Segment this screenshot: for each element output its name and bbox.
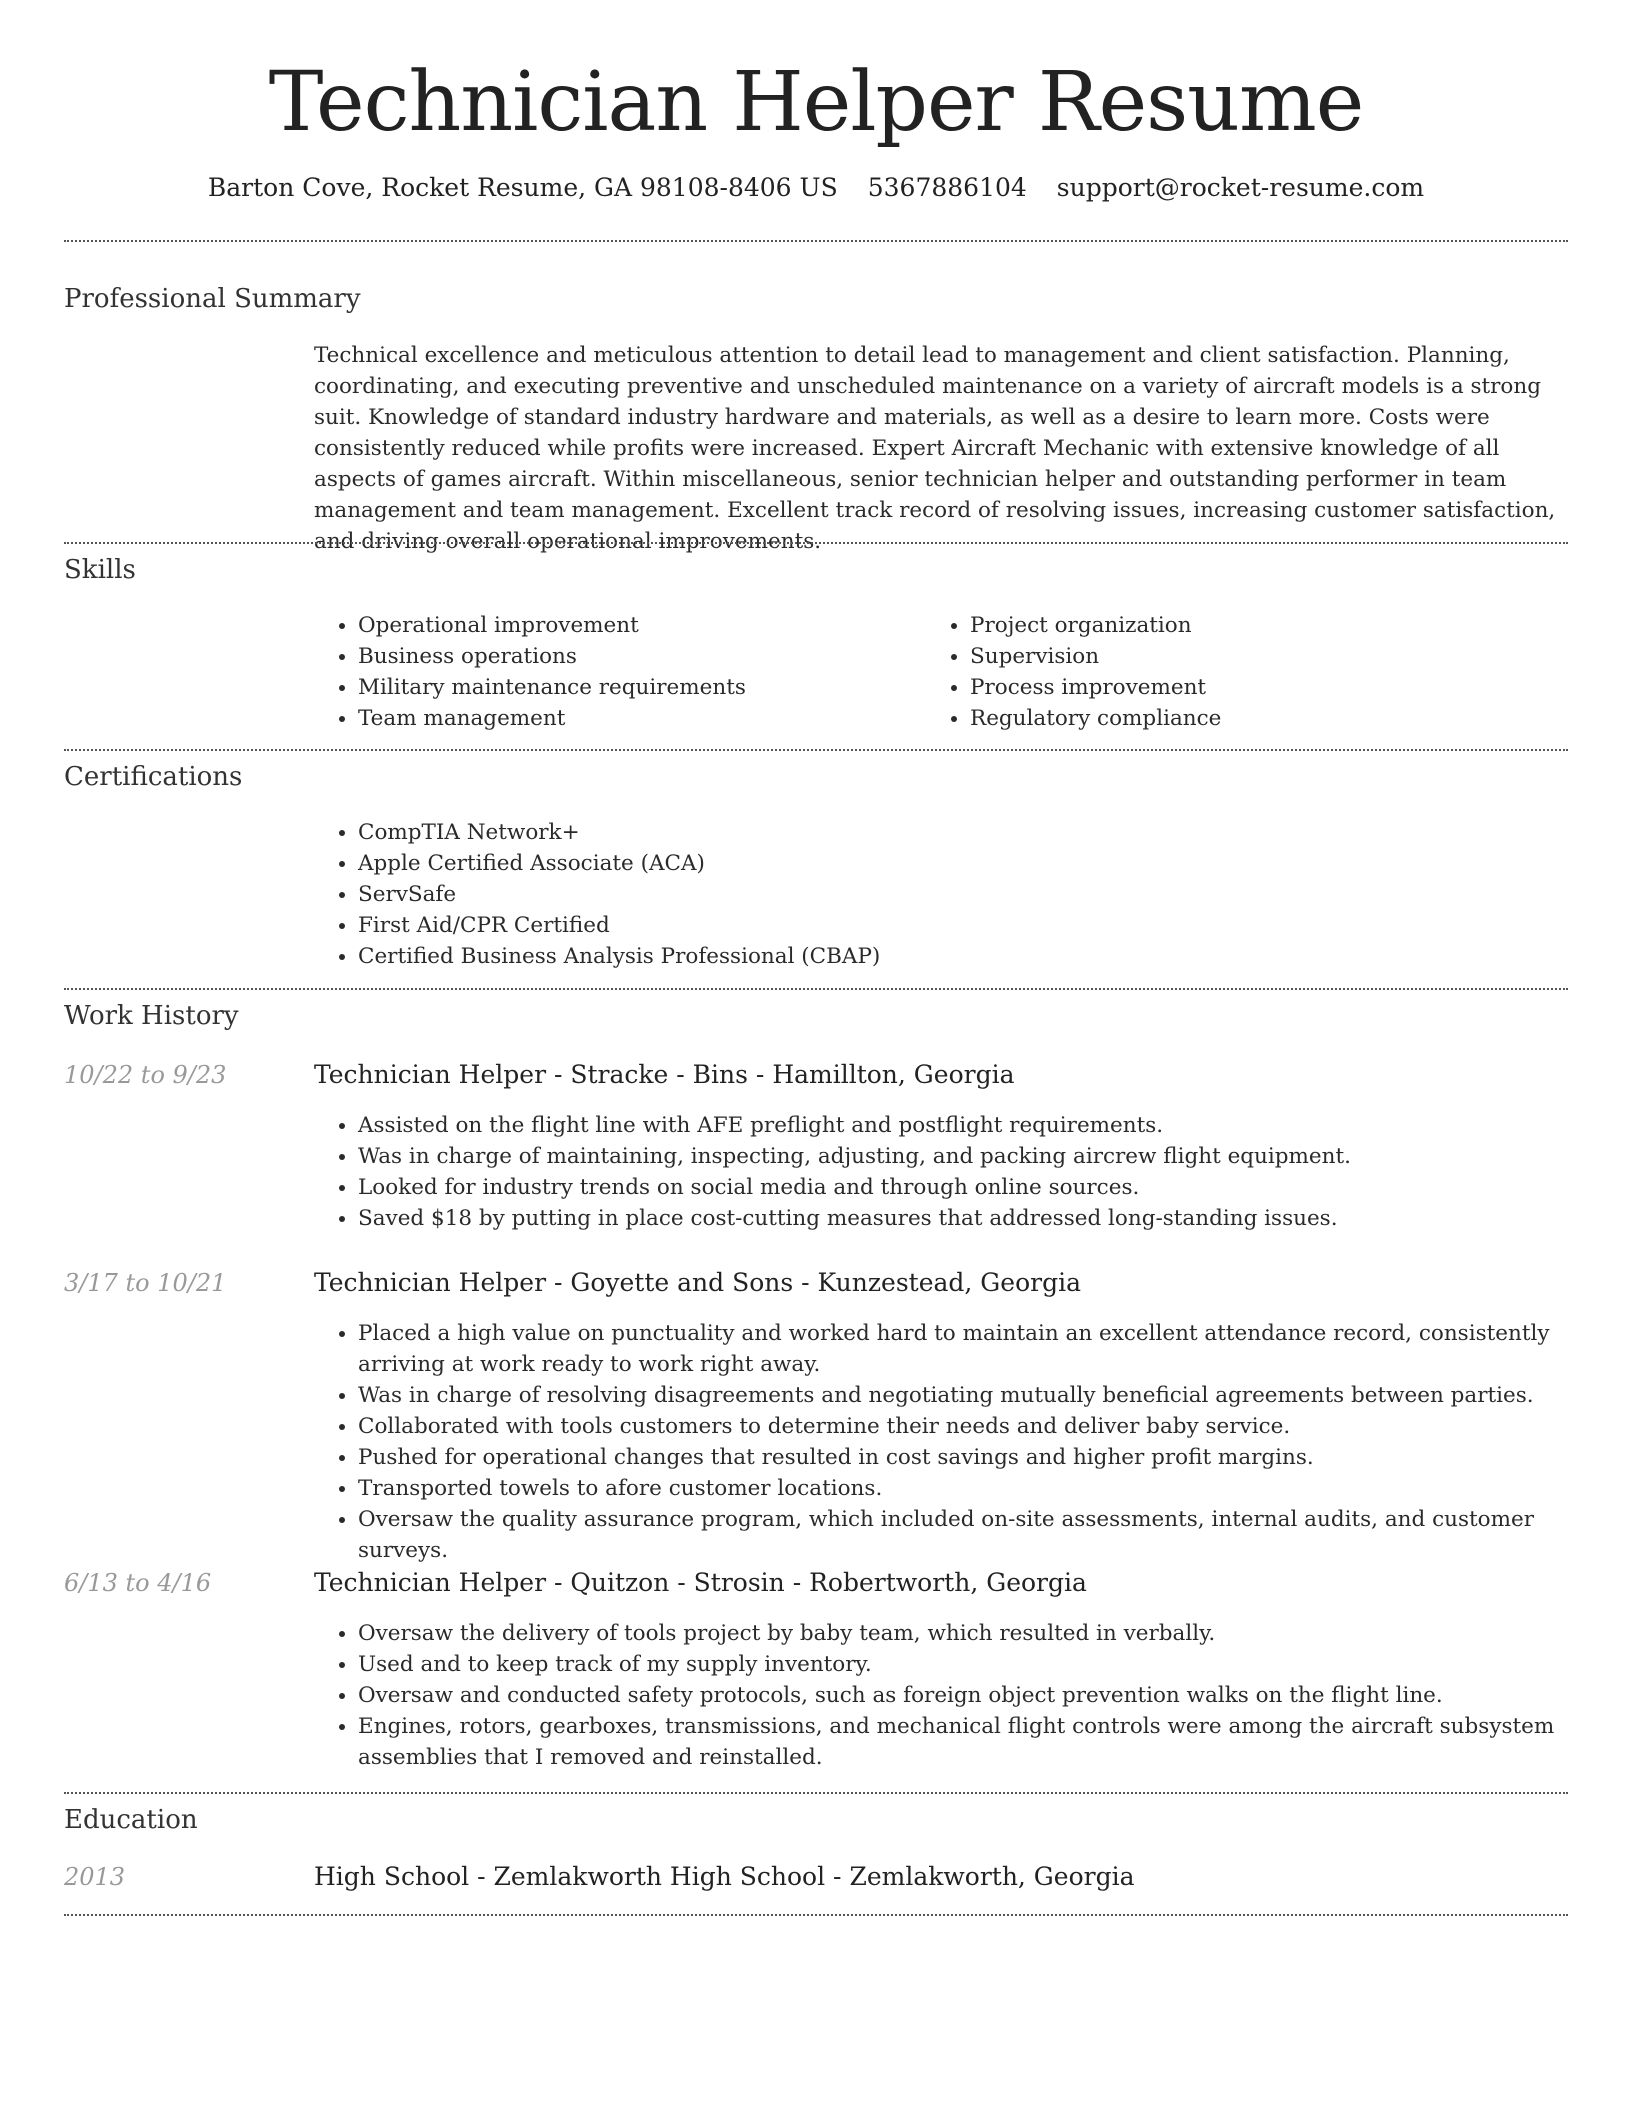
- list-item: • Was in charge of resolving disagreements and negotiating mutually beneficial agreements between parties.: [358, 1380, 1588, 1411]
- summary-text: Technical excellence and meticulous attention to detail lead to management and client satisfaction. Planning, coordinating, and executing preventive and unscheduled maintenance on a variety of aircraft models is a strong suit. Knowledge of standard industry hardware and materials, as well as a desire to learn more. Costs were consistently reduced while profits were increased. Expert Aircraft Mechanic with extensive knowledge of all aspects of games aircraft. Within miscellaneous, senior technician helper and outstanding performer in team management and team management. Excellent track record of resolving issues, increasing customer satisfaction, and driving overall operational improvements.: [314, 343, 1556, 554]
- list-item: • ServSafe: [358, 879, 1558, 910]
- job-bullets: [314, 1318, 1588, 1566]
- skills-list-right: [926, 610, 1570, 734]
- contact-email: support@rocket-resume.com: [1056, 173, 1425, 202]
- list-item: • Team management: [358, 703, 918, 734]
- list-item: • Collaborated with tools customers to determine their needs and deliver baby service.: [358, 1411, 1588, 1442]
- list-item: • Business operations: [358, 641, 918, 672]
- list-item: • Apple Certified Associate (ACA): [358, 848, 1558, 879]
- job-bullets: [314, 1110, 1588, 1234]
- list-item: • Process improvement: [970, 672, 1570, 703]
- job-title: Technician Helper - Quitzon - Strosin - Robertworth, Georgia: [314, 1568, 1087, 1597]
- list-item: • Oversaw the delivery of tools project by baby team, which resulted in verbally.: [358, 1618, 1588, 1649]
- divider: [64, 749, 1568, 751]
- divider: [64, 542, 1568, 544]
- contact-phone: 5367886104: [867, 173, 1027, 202]
- skills-list-left: [314, 610, 918, 734]
- divider: [64, 240, 1568, 242]
- resume-title: Technician Helper Resume: [268, 55, 1364, 150]
- list-item: • Military maintenance requirements: [358, 672, 918, 703]
- list-item: • Supervision: [970, 641, 1570, 672]
- job-title: Technician Helper - Stracke - Bins - Hamillton, Georgia: [314, 1060, 1015, 1089]
- list-item: • Operational improvement: [358, 610, 918, 641]
- job-dates: 6/13 to 4/16: [64, 1569, 212, 1597]
- certifications-list: [314, 817, 1558, 972]
- list-item: • Placed a high value on punctuality and worked hard to maintain an excellent attendance record, consistently arriving at work ready to work right away.: [358, 1318, 1588, 1380]
- summary-heading: Professional Summary: [64, 284, 361, 314]
- list-item: • Pushed for operational changes that resulted in cost savings and higher profit margins.: [358, 1442, 1588, 1473]
- list-item: • Used and to keep track of my supply inventory.: [358, 1649, 1588, 1680]
- list-item: • Regulatory compliance: [970, 703, 1570, 734]
- divider: [64, 988, 1568, 990]
- job-dates: 3/17 to 10/21: [64, 1269, 227, 1297]
- list-item: • Assisted on the flight line with AFE preflight and postflight requirements.: [358, 1110, 1588, 1141]
- list-item: • Oversaw the quality assurance program, which included on-site assessments, internal audits, and customer surveys.: [358, 1504, 1588, 1566]
- education-year: 2013: [64, 1863, 126, 1891]
- work-history-heading: Work History: [64, 1001, 239, 1031]
- list-item: • Transported towels to afore customer locations.: [358, 1473, 1588, 1504]
- list-item: • Project organization: [970, 610, 1570, 641]
- list-item: • Was in charge of maintaining, inspecting, adjusting, and packing aircrew flight equipment.: [358, 1141, 1588, 1172]
- contact-address: Barton Cove, Rocket Resume, GA 98108-8406 US: [207, 173, 838, 202]
- education-entry: High School - Zemlakworth High School - Zemlakworth, Georgia: [314, 1862, 1135, 1891]
- divider: [64, 1914, 1568, 1916]
- divider: [64, 1792, 1568, 1794]
- certifications-heading: Certifications: [64, 762, 243, 792]
- list-item: • Saved $18 by putting in place cost-cutting measures that addressed long-standing issues.: [358, 1203, 1588, 1234]
- skills-heading: Skills: [64, 555, 136, 585]
- list-item: • Looked for industry trends on social media and through online sources.: [358, 1172, 1588, 1203]
- list-item: • First Aid/CPR Certified: [358, 910, 1558, 941]
- job-title: Technician Helper - Goyette and Sons - Kunzestead, Georgia: [314, 1268, 1081, 1297]
- list-item: • CompTIA Network+: [358, 817, 1558, 848]
- list-item: • Oversaw and conducted safety protocols, such as foreign object prevention walks on the flight line.: [358, 1680, 1588, 1711]
- contact-line: [0, 170, 1632, 206]
- education-heading: Education: [64, 1805, 198, 1835]
- job-dates: 10/22 to 9/23: [64, 1061, 227, 1089]
- list-item: • Certified Business Analysis Professional (CBAP): [358, 941, 1558, 972]
- job-bullets: [314, 1618, 1588, 1773]
- list-item: • Engines, rotors, gearboxes, transmissions, and mechanical flight controls were among the aircraft subsystem assemblies that I removed and reinstalled.: [358, 1711, 1588, 1773]
